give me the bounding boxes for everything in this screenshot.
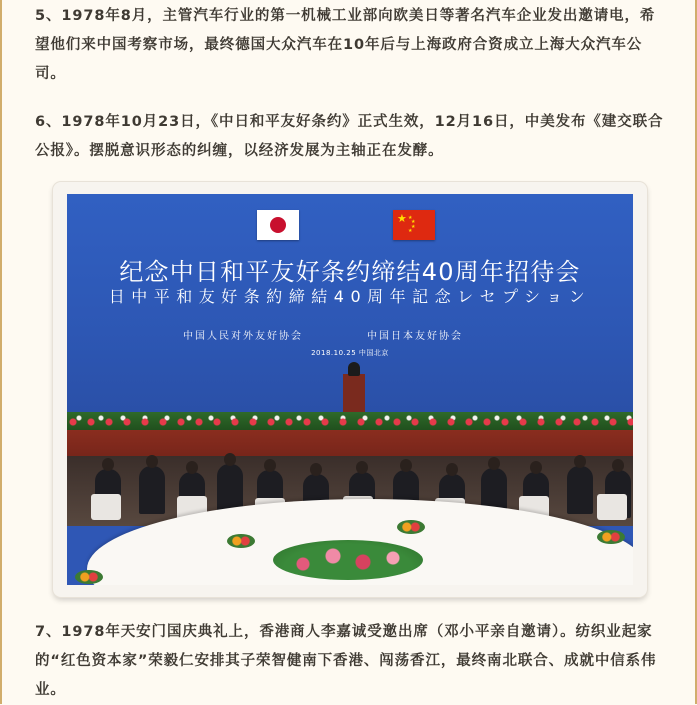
table-flower [397, 520, 425, 534]
china-flag-big-star: ★ [397, 212, 407, 225]
guest-figure [217, 464, 243, 512]
chair [597, 494, 627, 520]
table-flower [75, 570, 103, 584]
flower-wall [67, 412, 633, 432]
guest-figure [567, 466, 593, 514]
china-flag-icon [393, 210, 435, 240]
banner-org-left: 中国人民对外友好协会 [183, 331, 303, 342]
banner-org-right: 中国日本友好协会 [367, 331, 463, 342]
china-flag-small-star: ★ [408, 215, 413, 221]
paragraph-5: 5、1978年8月，主管汽车行业的第一机械工业部向欧美日等著名汽车企业发出邀请电，希望他们来中国考察市场，最终德国大众汽车在10年后与上海政府合资成立上海大众汽车公司。 [35, 8, 656, 82]
paragraph-7: 7、1978年天安门国庆典礼上，香港商人李嘉诚受邀出席（邓小平亲自邀请）。纺织业起家的“红色资本家”荣毅仁安排其子荣智健南下香港、闯荡香江，最终南北联合、成就中信系伟业。 [35, 624, 657, 698]
banner-title-cn: 纪念中日和平友好条约缔结40周年招待会 [119, 258, 581, 286]
china-flag-small-star: ★ [408, 228, 413, 234]
japan-flag-sun [270, 217, 286, 233]
table-flower [597, 530, 625, 544]
banner-date-location: 2018.10.25 中国北京 [311, 349, 389, 357]
paragraph-6: 6、1978年10月23日，《中日和平友好条约》正式生效，12月16日，中美发布《建交联合公报》。摆脱意识形态的纠缠，以经济发展为主轴正在发酵。 [35, 114, 664, 159]
chair [91, 494, 121, 520]
guest-figure [139, 466, 165, 514]
photo-frame [53, 182, 647, 597]
japan-flag-icon [257, 210, 299, 240]
china-flag-small-star: ★ [411, 219, 416, 225]
stage-backdrop [67, 194, 633, 424]
banner-title-jp: 日中平和友好条約締結40周年記念レセプション [108, 287, 592, 306]
flower-centerpiece [273, 540, 423, 580]
china-flag-small-star: ★ [411, 224, 416, 230]
podium [343, 374, 365, 416]
reception-photo[interactable] [67, 194, 633, 585]
speaker-figure [348, 362, 360, 376]
table-flower [227, 534, 255, 548]
